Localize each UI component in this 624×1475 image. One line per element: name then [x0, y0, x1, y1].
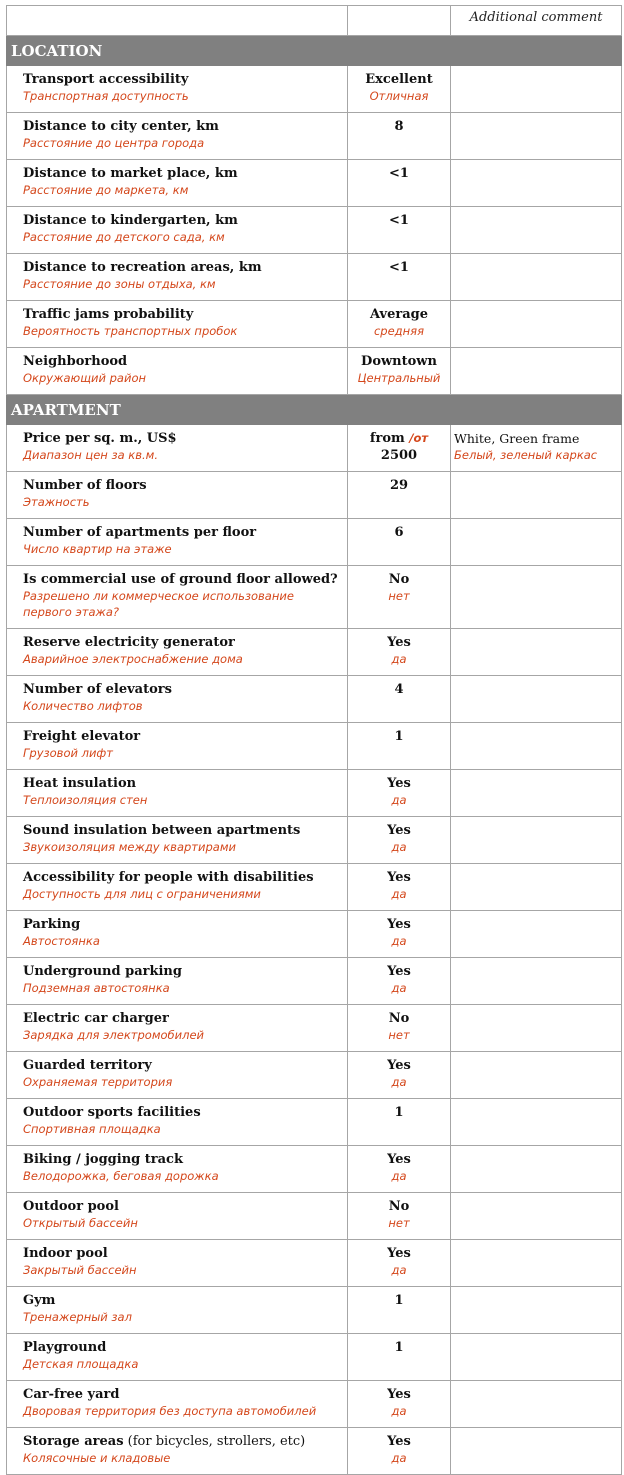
row-value-en: <1 [389, 260, 409, 275]
row-label-cell [7, 254, 348, 301]
row-label-en [23, 728, 343, 745]
row-value-cell [348, 160, 451, 207]
row-label-en-text: Car-free yard [23, 1387, 120, 1402]
row-comment-cell [451, 66, 622, 113]
table-row [7, 472, 622, 519]
row-label-en-text: Is commercial use of ground floor allowed? [23, 572, 338, 587]
row-value-en: 1 [394, 1293, 404, 1308]
row-label-cell [7, 519, 348, 566]
table-row [7, 1240, 622, 1287]
row-value-en: 6 [394, 525, 404, 540]
row-value-cell [348, 1099, 451, 1146]
row-value-en: 1 [394, 1105, 404, 1120]
row-value-cell [348, 629, 451, 676]
row-value-ru: да [391, 1169, 407, 1183]
property-details-table [6, 5, 622, 1475]
row-label-cell [7, 817, 348, 864]
row-label-ru: Звукоизоляция между квартирами [23, 840, 236, 854]
row-label-en-text: Transport accessibility [23, 72, 189, 87]
row-value-cell [348, 425, 451, 472]
row-value-ru: да [391, 934, 407, 948]
row-label-en [23, 1104, 343, 1121]
section-header [7, 36, 622, 66]
row-label-en [23, 634, 343, 651]
row-value-ru: да [391, 793, 407, 807]
table-row [7, 770, 622, 817]
row-value-ru: /от [409, 431, 429, 445]
row-label-cell [7, 425, 348, 472]
row-label-cell [7, 629, 348, 676]
row-value-en: 8 [394, 119, 404, 134]
row-comment-en: White, Green frame [454, 431, 580, 446]
row-comment-cell [451, 1146, 622, 1193]
section-header [7, 395, 622, 425]
row-value-en: Average [369, 307, 429, 322]
row-value-cell [348, 1428, 451, 1475]
row-label-ru: Расстояние до маркета, км [23, 183, 189, 197]
row-label-cell [7, 958, 348, 1005]
row-label-en-text: Distance to recreation areas, km [23, 260, 262, 275]
row-label-en-text: Neighborhood [23, 354, 128, 369]
row-label-en-text: Reserve electricity generator [23, 635, 235, 650]
row-label-en-text: Number of apartments per floor [23, 525, 257, 540]
row-label-cell [7, 770, 348, 817]
row-label-cell [7, 1193, 348, 1240]
row-value-en: Yes [387, 823, 411, 838]
row-label-en-text: Number of floors [23, 478, 147, 493]
row-label-en-text: Indoor pool [23, 1246, 108, 1261]
row-value-ru: Центральный [357, 371, 441, 385]
row-label-ru: Спортивная площадка [23, 1122, 161, 1136]
row-comment-cell [451, 1381, 622, 1428]
table-row [7, 911, 622, 958]
row-value-line2: 2500 [380, 448, 418, 463]
row-value-en: Yes [387, 1058, 411, 1073]
row-value-cell [348, 1240, 451, 1287]
row-label-en-text: Price per sq. m., US$ [23, 431, 177, 446]
row-value-en: Yes [387, 1152, 411, 1167]
row-label-ru: Этажность [23, 495, 90, 509]
table-row [7, 723, 622, 770]
row-label-cell [7, 911, 348, 958]
row-value-ru: да [391, 840, 407, 854]
row-label-cell [7, 1287, 348, 1334]
row-comment-cell [451, 864, 622, 911]
header-cell-value [348, 6, 451, 36]
row-value-en: Yes [387, 1246, 411, 1261]
row-comment-cell [451, 1428, 622, 1475]
row-label-en-text: Accessibility for people with disabilities [23, 870, 314, 885]
row-comment-cell [451, 1052, 622, 1099]
row-value-cell [348, 113, 451, 160]
row-value-cell [348, 207, 451, 254]
row-value-cell [348, 348, 451, 395]
table-row [7, 1428, 622, 1475]
row-label-en [23, 259, 343, 276]
row-label-cell [7, 348, 348, 395]
table-row [7, 1381, 622, 1428]
row-label-en-text: Guarded territory [23, 1058, 152, 1073]
table-row [7, 1193, 622, 1240]
row-value-cell [348, 911, 451, 958]
row-value-cell [348, 864, 451, 911]
row-value-cell [348, 472, 451, 519]
row-label-ru: Закрытый бассейн [23, 1263, 137, 1277]
row-value-ru: да [391, 1404, 407, 1418]
row-value-ru: Отличная [369, 89, 429, 103]
row-label-en [23, 306, 343, 323]
row-label-en [23, 1386, 343, 1403]
row-label-en [23, 71, 343, 88]
row-label-en [23, 1151, 343, 1168]
row-value-en: Yes [387, 964, 411, 979]
row-label-en [23, 869, 343, 886]
row-label-en-text: Traffic jams probability [23, 307, 194, 322]
row-label-en-text: Electric car charger [23, 1011, 169, 1026]
row-value-en: No [388, 572, 410, 587]
row-value-ru: нет [388, 589, 410, 603]
row-label-en [23, 212, 343, 229]
row-comment-cell [451, 254, 622, 301]
row-label-en [23, 1433, 343, 1450]
row-value-cell [348, 1052, 451, 1099]
row-value-en: 4 [394, 682, 404, 697]
row-label-en [23, 165, 343, 182]
row-comment-cell [451, 958, 622, 1005]
row-value-cell [348, 817, 451, 864]
row-label-en [23, 775, 343, 792]
row-value-ru: нет [388, 1028, 410, 1042]
row-comment-cell [451, 817, 622, 864]
row-comment-cell [451, 160, 622, 207]
row-comment-cell [451, 1099, 622, 1146]
row-label-ru: Теплоизоляция стен [23, 793, 148, 807]
row-comment-ru: Белый, зеленый каркас [454, 448, 598, 462]
table-row [7, 519, 622, 566]
row-value-cell [348, 1287, 451, 1334]
row-value-en: 1 [394, 729, 404, 744]
row-label-en-text: Outdoor pool [23, 1199, 119, 1214]
row-value-en: <1 [389, 166, 409, 181]
row-label-en [23, 1339, 343, 1356]
row-label-en-text: Outdoor sports facilities [23, 1105, 201, 1120]
row-label-en [23, 477, 343, 494]
header-cell-label [7, 6, 348, 36]
row-label-ru: Расстояние до детского сада, км [23, 230, 225, 244]
row-label-en-text: Distance to city center, km [23, 119, 219, 134]
row-label-ru: Автостоянка [23, 934, 100, 948]
row-label-en-text: Distance to market place, km [23, 166, 238, 181]
table-row [7, 1334, 622, 1381]
row-label-en-text: Sound insulation between apartments [23, 823, 301, 838]
table-row [7, 66, 622, 113]
table-row [7, 629, 622, 676]
row-label-ru: Число квартир на этаже [23, 542, 172, 556]
table-row [7, 1052, 622, 1099]
row-value-cell [348, 1146, 451, 1193]
row-label-cell [7, 472, 348, 519]
row-label-cell [7, 1146, 348, 1193]
table-row [7, 207, 622, 254]
row-comment-cell [451, 472, 622, 519]
row-label-cell [7, 566, 348, 629]
section-title: APARTMENT [7, 395, 622, 425]
row-value-cell [348, 1005, 451, 1052]
row-comment-cell [451, 425, 622, 472]
row-comment-cell [451, 1005, 622, 1052]
row-label-ru: Диапазон цен за кв.м. [23, 448, 159, 462]
row-label-ru: Открытый бассейн [23, 1216, 138, 1230]
additional-comment-header: Additional comment [451, 6, 622, 36]
row-label-en [23, 916, 343, 933]
row-label-en [23, 681, 343, 698]
row-label-ru: Аварийное электроснабжение дома [23, 652, 243, 666]
row-label-en [23, 1245, 343, 1262]
row-label-cell [7, 676, 348, 723]
row-value-cell [348, 566, 451, 629]
row-label-en [23, 1198, 343, 1215]
table-row [7, 348, 622, 395]
row-label-en [23, 1057, 343, 1074]
row-value-en: <1 [389, 213, 409, 228]
row-value-ru: средняя [373, 324, 424, 338]
row-label-ru: Подземная автостоянка [23, 981, 170, 995]
row-value-cell [348, 770, 451, 817]
row-comment-cell [451, 676, 622, 723]
row-value-cell [348, 519, 451, 566]
row-value-cell [348, 66, 451, 113]
row-comment-cell [451, 348, 622, 395]
table-row [7, 1146, 622, 1193]
row-label-ru: Дворовая территория без доступа автомобилей [23, 1404, 317, 1418]
table-row [7, 566, 622, 629]
row-comment-cell [451, 770, 622, 817]
table-row [7, 817, 622, 864]
row-comment-cell [451, 207, 622, 254]
row-comment-cell [451, 1287, 622, 1334]
row-comment-cell [451, 911, 622, 958]
table-row [7, 160, 622, 207]
table-row [7, 425, 622, 472]
row-value-ru: да [391, 1075, 407, 1089]
row-value-ru: да [391, 1451, 407, 1465]
row-value-ru: да [391, 981, 407, 995]
row-value-ru: да [391, 887, 407, 901]
row-label-cell [7, 723, 348, 770]
row-label-cell [7, 1099, 348, 1146]
row-label-ru: Охраняемая территория [23, 1075, 173, 1089]
row-label-cell [7, 1381, 348, 1428]
row-value-cell [348, 1334, 451, 1381]
row-label-en [23, 524, 343, 541]
row-label-cell [7, 113, 348, 160]
row-label-cell [7, 207, 348, 254]
row-value-cell [348, 254, 451, 301]
row-label-cell [7, 1428, 348, 1475]
row-value-en: Yes [387, 635, 411, 650]
row-value-en: Excellent [365, 72, 433, 87]
row-label-en [23, 571, 343, 588]
row-value-cell [348, 301, 451, 348]
row-comment-cell [451, 1193, 622, 1240]
row-value-en: No [388, 1011, 410, 1026]
row-value-cell [348, 958, 451, 1005]
row-label-ru: Вероятность транспортных пробок [23, 324, 238, 338]
row-label-en-note: (for bicycles, strollers, etc) [123, 1434, 306, 1449]
row-label-ru: Расстояние до центра города [23, 136, 205, 150]
row-value-en: Yes [387, 776, 411, 791]
table-row [7, 958, 622, 1005]
row-value-en: 29 [389, 478, 409, 493]
row-label-cell [7, 1240, 348, 1287]
row-label-ru: Колясочные и кладовые [23, 1451, 171, 1465]
row-value-en: 1 [394, 1340, 404, 1355]
row-label-en [23, 353, 343, 370]
row-label-cell [7, 1052, 348, 1099]
section-title: LOCATION [7, 36, 622, 66]
row-value-en: Yes [387, 917, 411, 932]
row-comment-cell [451, 1240, 622, 1287]
table-row [7, 301, 622, 348]
row-value-en: No [388, 1199, 410, 1214]
row-comment-cell [451, 723, 622, 770]
row-label-ru: Тренажерный зал [23, 1310, 132, 1324]
row-value-cell [348, 1381, 451, 1428]
row-label-en [23, 822, 343, 839]
row-label-ru: Доступность для лиц с ограничениями [23, 887, 261, 901]
row-label-cell [7, 1334, 348, 1381]
header-row [7, 6, 622, 36]
row-comment-cell [451, 566, 622, 629]
row-label-en [23, 430, 343, 447]
row-value-ru: нет [388, 1216, 410, 1230]
row-label-ru: Окружающий район [23, 371, 147, 385]
row-label-ru: Детская площадка [23, 1357, 139, 1371]
row-label-en [23, 118, 343, 135]
row-label-ru: Расстояние до зоны отдыха, км [23, 277, 216, 291]
row-comment-cell [451, 519, 622, 566]
row-label-ru: Разрешено ли коммерческое использование первого этажа? [23, 589, 294, 619]
row-value-cell [348, 1193, 451, 1240]
row-label-en-text: Gym [23, 1293, 56, 1308]
row-value-ru: да [391, 652, 407, 666]
row-label-ru: Транспортная доступность [23, 89, 189, 103]
table-row [7, 864, 622, 911]
table-row [7, 1005, 622, 1052]
table-row [7, 254, 622, 301]
row-label-en-text: Freight elevator [23, 729, 141, 744]
table-row [7, 676, 622, 723]
row-label-ru: Грузовой лифт [23, 746, 113, 760]
table-row [7, 1099, 622, 1146]
row-label-en [23, 1292, 343, 1309]
row-comment-cell [451, 113, 622, 160]
table-row [7, 1287, 622, 1334]
row-value-en: Yes [387, 870, 411, 885]
row-value-en: Downtown [361, 354, 437, 369]
row-label-en [23, 1010, 343, 1027]
row-label-ru: Велодорожка, беговая дорожка [23, 1169, 219, 1183]
row-value-ru: да [391, 1263, 407, 1277]
row-label-en-text: Underground parking [23, 964, 182, 979]
row-label-cell [7, 160, 348, 207]
table-row [7, 113, 622, 160]
row-label-en-text: Number of elevators [23, 682, 172, 697]
row-value-en: from [369, 431, 405, 446]
row-label-cell [7, 66, 348, 113]
row-value-cell [348, 676, 451, 723]
row-comment-cell [451, 629, 622, 676]
row-value-en: Yes [387, 1434, 411, 1449]
row-value-en: Yes [387, 1387, 411, 1402]
row-comment-cell [451, 1334, 622, 1381]
row-label-en-text: Distance to kindergarten, km [23, 213, 238, 228]
row-comment-cell [451, 301, 622, 348]
row-label-en [23, 963, 343, 980]
row-label-ru: Зарядка для электромобилей [23, 1028, 205, 1042]
row-label-cell [7, 864, 348, 911]
row-value-en-line [348, 430, 450, 447]
row-label-en-text: Biking / jogging track [23, 1152, 183, 1167]
row-label-en-text: Parking [23, 917, 81, 932]
row-label-ru: Количество лифтов [23, 699, 143, 713]
row-label-en-text: Storage areas [23, 1434, 124, 1449]
row-label-en-text: Playground [23, 1340, 107, 1355]
row-label-cell [7, 301, 348, 348]
row-label-en-text: Heat insulation [23, 776, 137, 791]
row-label-cell [7, 1005, 348, 1052]
row-value-cell [348, 723, 451, 770]
